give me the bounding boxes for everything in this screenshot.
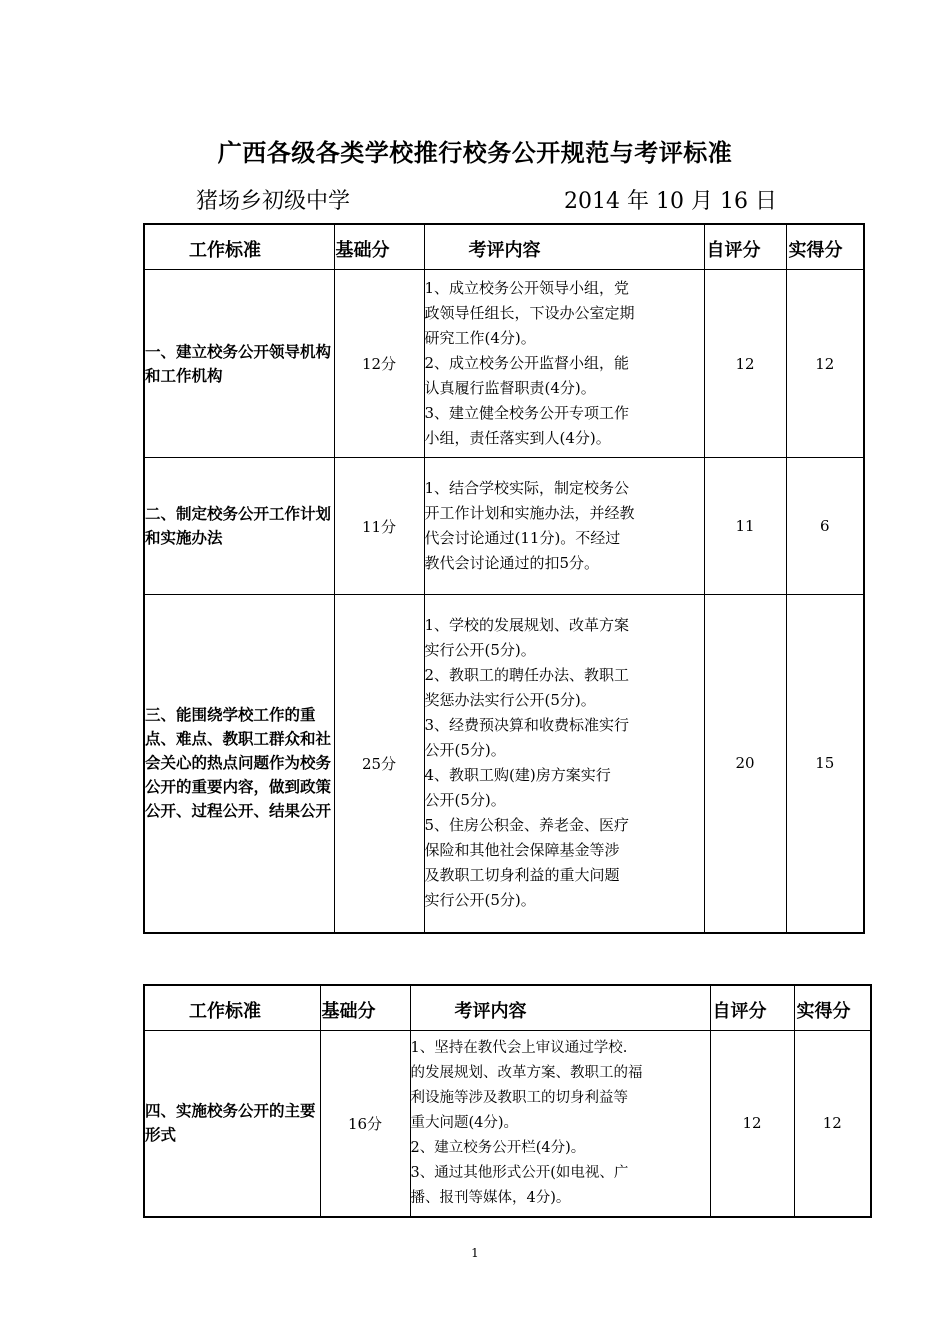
row-content: 1、结合学校实际，制定校务公 开工作计划和实施办法，并经教 代会讨论通过(11分)。不经过 教代会讨论通过的扣5分。 [424,458,704,595]
row-actual-score: 12 [794,1031,871,1217]
header-standard: 工作标准 [144,985,320,1031]
row-actual-score: 6 [786,458,864,595]
page-number: 1 [471,1246,479,1260]
row-self-score: 11 [704,458,786,595]
row-actual-score: 15 [786,595,864,933]
row-base-score: 12分 [334,270,424,458]
row-content: 1、成立校务公开领导小组，党 政领导任组长，下设办公室定期 研究工作(4分)。 2、成立校务公开监督小组，能 认真履行监督职责(4分)。 3、建立健全校务公开专项工作 小组，责任落实到人(4分)。 [424,270,704,458]
document-title: 广西各级各类学校推行校务公开规范与考评标准 [217,138,733,167]
row-standard: 三、能围绕学校工作的重点、难点、教职工群众和社会关心的热点问题作为校务公开的重要内容，做到政策公开、过程公开、结果公开 [144,595,334,933]
header-actual-score: 实得分 [794,985,871,1031]
row-base-score: 16分 [320,1031,410,1217]
row-actual-score: 12 [786,270,864,458]
header-standard: 工作标准 [144,224,334,270]
row-standard: 四、实施校务公开的主要形式 [144,1031,320,1217]
evaluation-table-1 [143,223,865,934]
header-base-score: 基础分 [334,224,424,270]
row-self-score: 20 [704,595,786,933]
table-row [144,1031,871,1217]
document-date: 2014 年 10 月 16 日 [564,189,777,214]
header-self-score: 自评分 [710,985,794,1031]
row-content: 1、学校的发展规划、改革方案 实行公开(5分)。 2、教职工的聘任办法、教职工 奖惩办法实行公开(5分)。 3、经费预决算和收费标准实行 公开(5分)。 4、教职工购(建)房方案实行 公开(5分)。 5、住房公积金、养老金、医疗 保险和其他社会保障基金等涉 及教职工切身利益的重大问题 实行公开(5分)。 [424,595,704,933]
table-row [144,458,864,595]
header-base-score: 基础分 [320,985,410,1031]
table-row [144,270,864,458]
row-base-score: 25分 [334,595,424,933]
row-standard: 一、建立校务公开领导机构和工作机构 [144,270,334,458]
header-actual-score: 实得分 [786,224,864,270]
table-row [144,595,864,933]
table-header-row [144,985,871,1031]
table-header-row [144,224,864,270]
evaluation-table-2 [143,984,872,1218]
row-self-score: 12 [704,270,786,458]
row-standard: 二、制定校务公开工作计划和实施办法 [144,458,334,595]
header-content: 考评内容 [424,224,704,270]
school-name: 猪场乡初级中学 [196,189,351,214]
row-base-score: 11分 [334,458,424,595]
header-self-score: 自评分 [704,224,786,270]
row-content: 1、坚持在教代会上审议通过学校. 的发展规划、改革方案、教职工的福 利设施等涉及教职工的切身利益等 重大问题(4分)。 2、建立校务公开栏(4分)。 3、通过其他形式公开(如电视、广 播、报刊等媒体，4分)。 [410,1031,710,1217]
header-content: 考评内容 [410,985,710,1031]
row-self-score: 12 [710,1031,794,1217]
